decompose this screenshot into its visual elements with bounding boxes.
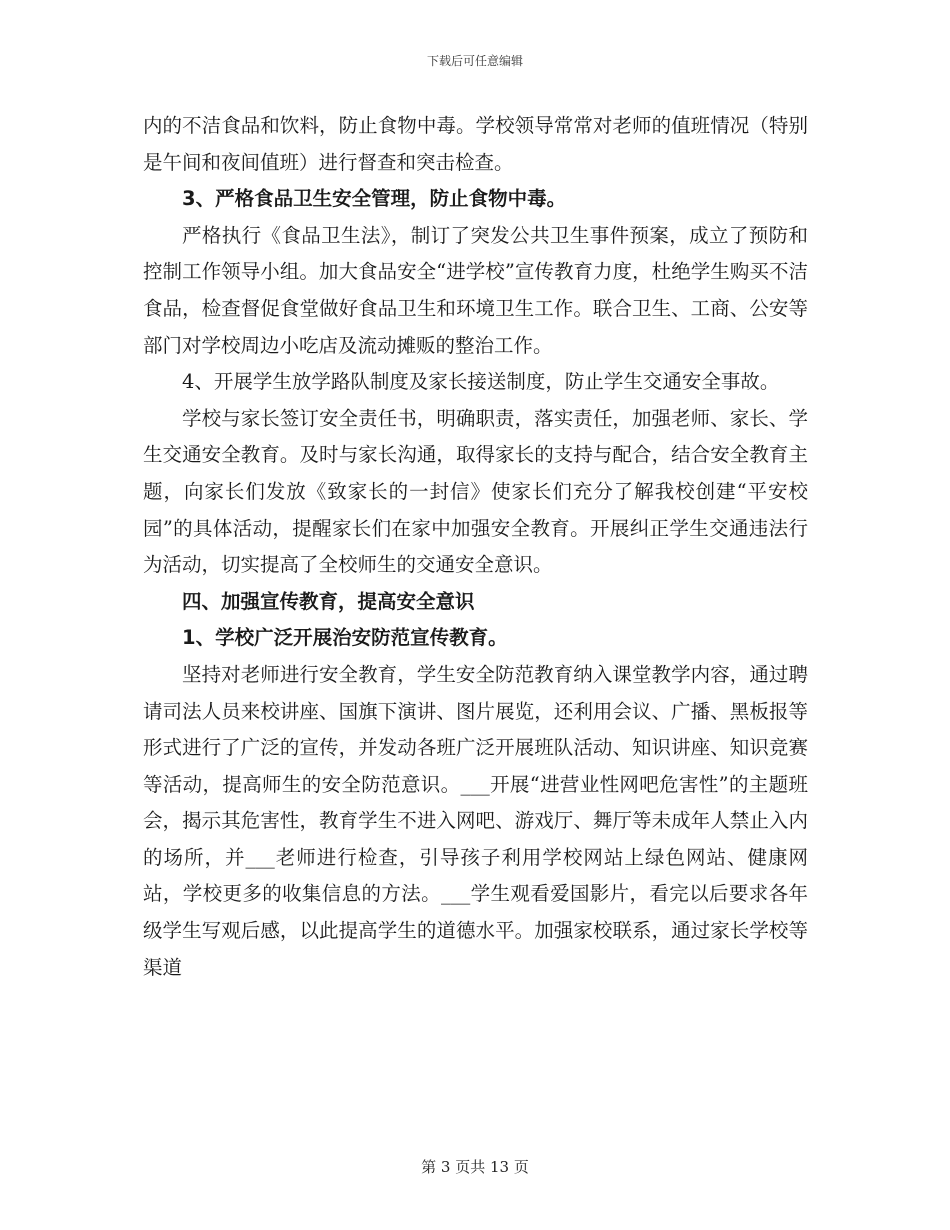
document-body — [143, 108, 808, 986]
paragraph-continued: 内的不洁食品和饮料，防止食物中毒。学校领导常常对老师的值班情况（特别是午间和夜间值班）进行督查和突击检查。 — [143, 114, 808, 174]
paragraph-food-safety: 严格执行《食品卫生法》，制订了突发公共卫生事件预案，成立了预防和控制工作领导小组。加大食品安全“进学校”宣传教育力度，杜绝学生购买不洁食品，检查督促食堂做好食品卫生和环境卫生工作。联合卫生、工商、公安等部门对学校周边小吃店及流动摊贩的整治工作。 — [143, 223, 808, 357]
page-footer: 第 3 页共 13 页 — [421, 1158, 529, 1176]
paragraph-traffic-safety: 学校与家长签订安全责任书，明确职责，落实责任，加强老师、家长、学生交通安全教育。及时与家长沟通，取得家长的支持与配合，结合安全教育主题，向家长们发放《致家长的一封信》使家长们充分了解我校创建“平安校园”的具体活动，提醒家长们在家中加强安全教育。开展纠正学生交通违法行为活动，切实提高了全校师生的交通安全意识。 — [143, 406, 808, 577]
section-heading-publicity: 四、加强宣传教育，提高安全意识 — [182, 589, 475, 613]
paragraph-security-education: 坚持对老师进行安全教育，学生安全防范教育纳入课堂教学内容，通过聘请司法人员来校讲座、国旗下演讲、图片展览，还利用会议、广播、黑板报等形式进行了广泛的宣传，并发动各班广泛开展班队活动、知识讲座、知识竞赛等活动，提高师生的安全防范意识。___开展“进营业性网吧危害性”的主题班会，揭示其危害性，教育学生不进入网吧、游戏厅、舞厅等未成年人禁止入内的场所，并___老师进行检查，引导孩子利用学校网站上绿色网站、健康网站，学校更多的收集信息的方法。___学生观看爱国影片，看完以后要求各年级学生写观后感，以此提高学生的道德水平。加强家校联系，通过家长学校等渠道 — [143, 662, 808, 979]
page-header: 下载后可任意编辑 — [426, 54, 523, 68]
section-heading-food-safety: 3、严格食品卫生安全管理，防止食物中毒。 — [182, 187, 567, 211]
subsection-heading-security-education: 1、学校广泛开展治安防范宣传教育。 — [182, 626, 508, 650]
paragraph-traffic-heading: 4、开展学生放学路队制度及家长接送制度，防止学生交通安全事故。 — [182, 370, 780, 394]
